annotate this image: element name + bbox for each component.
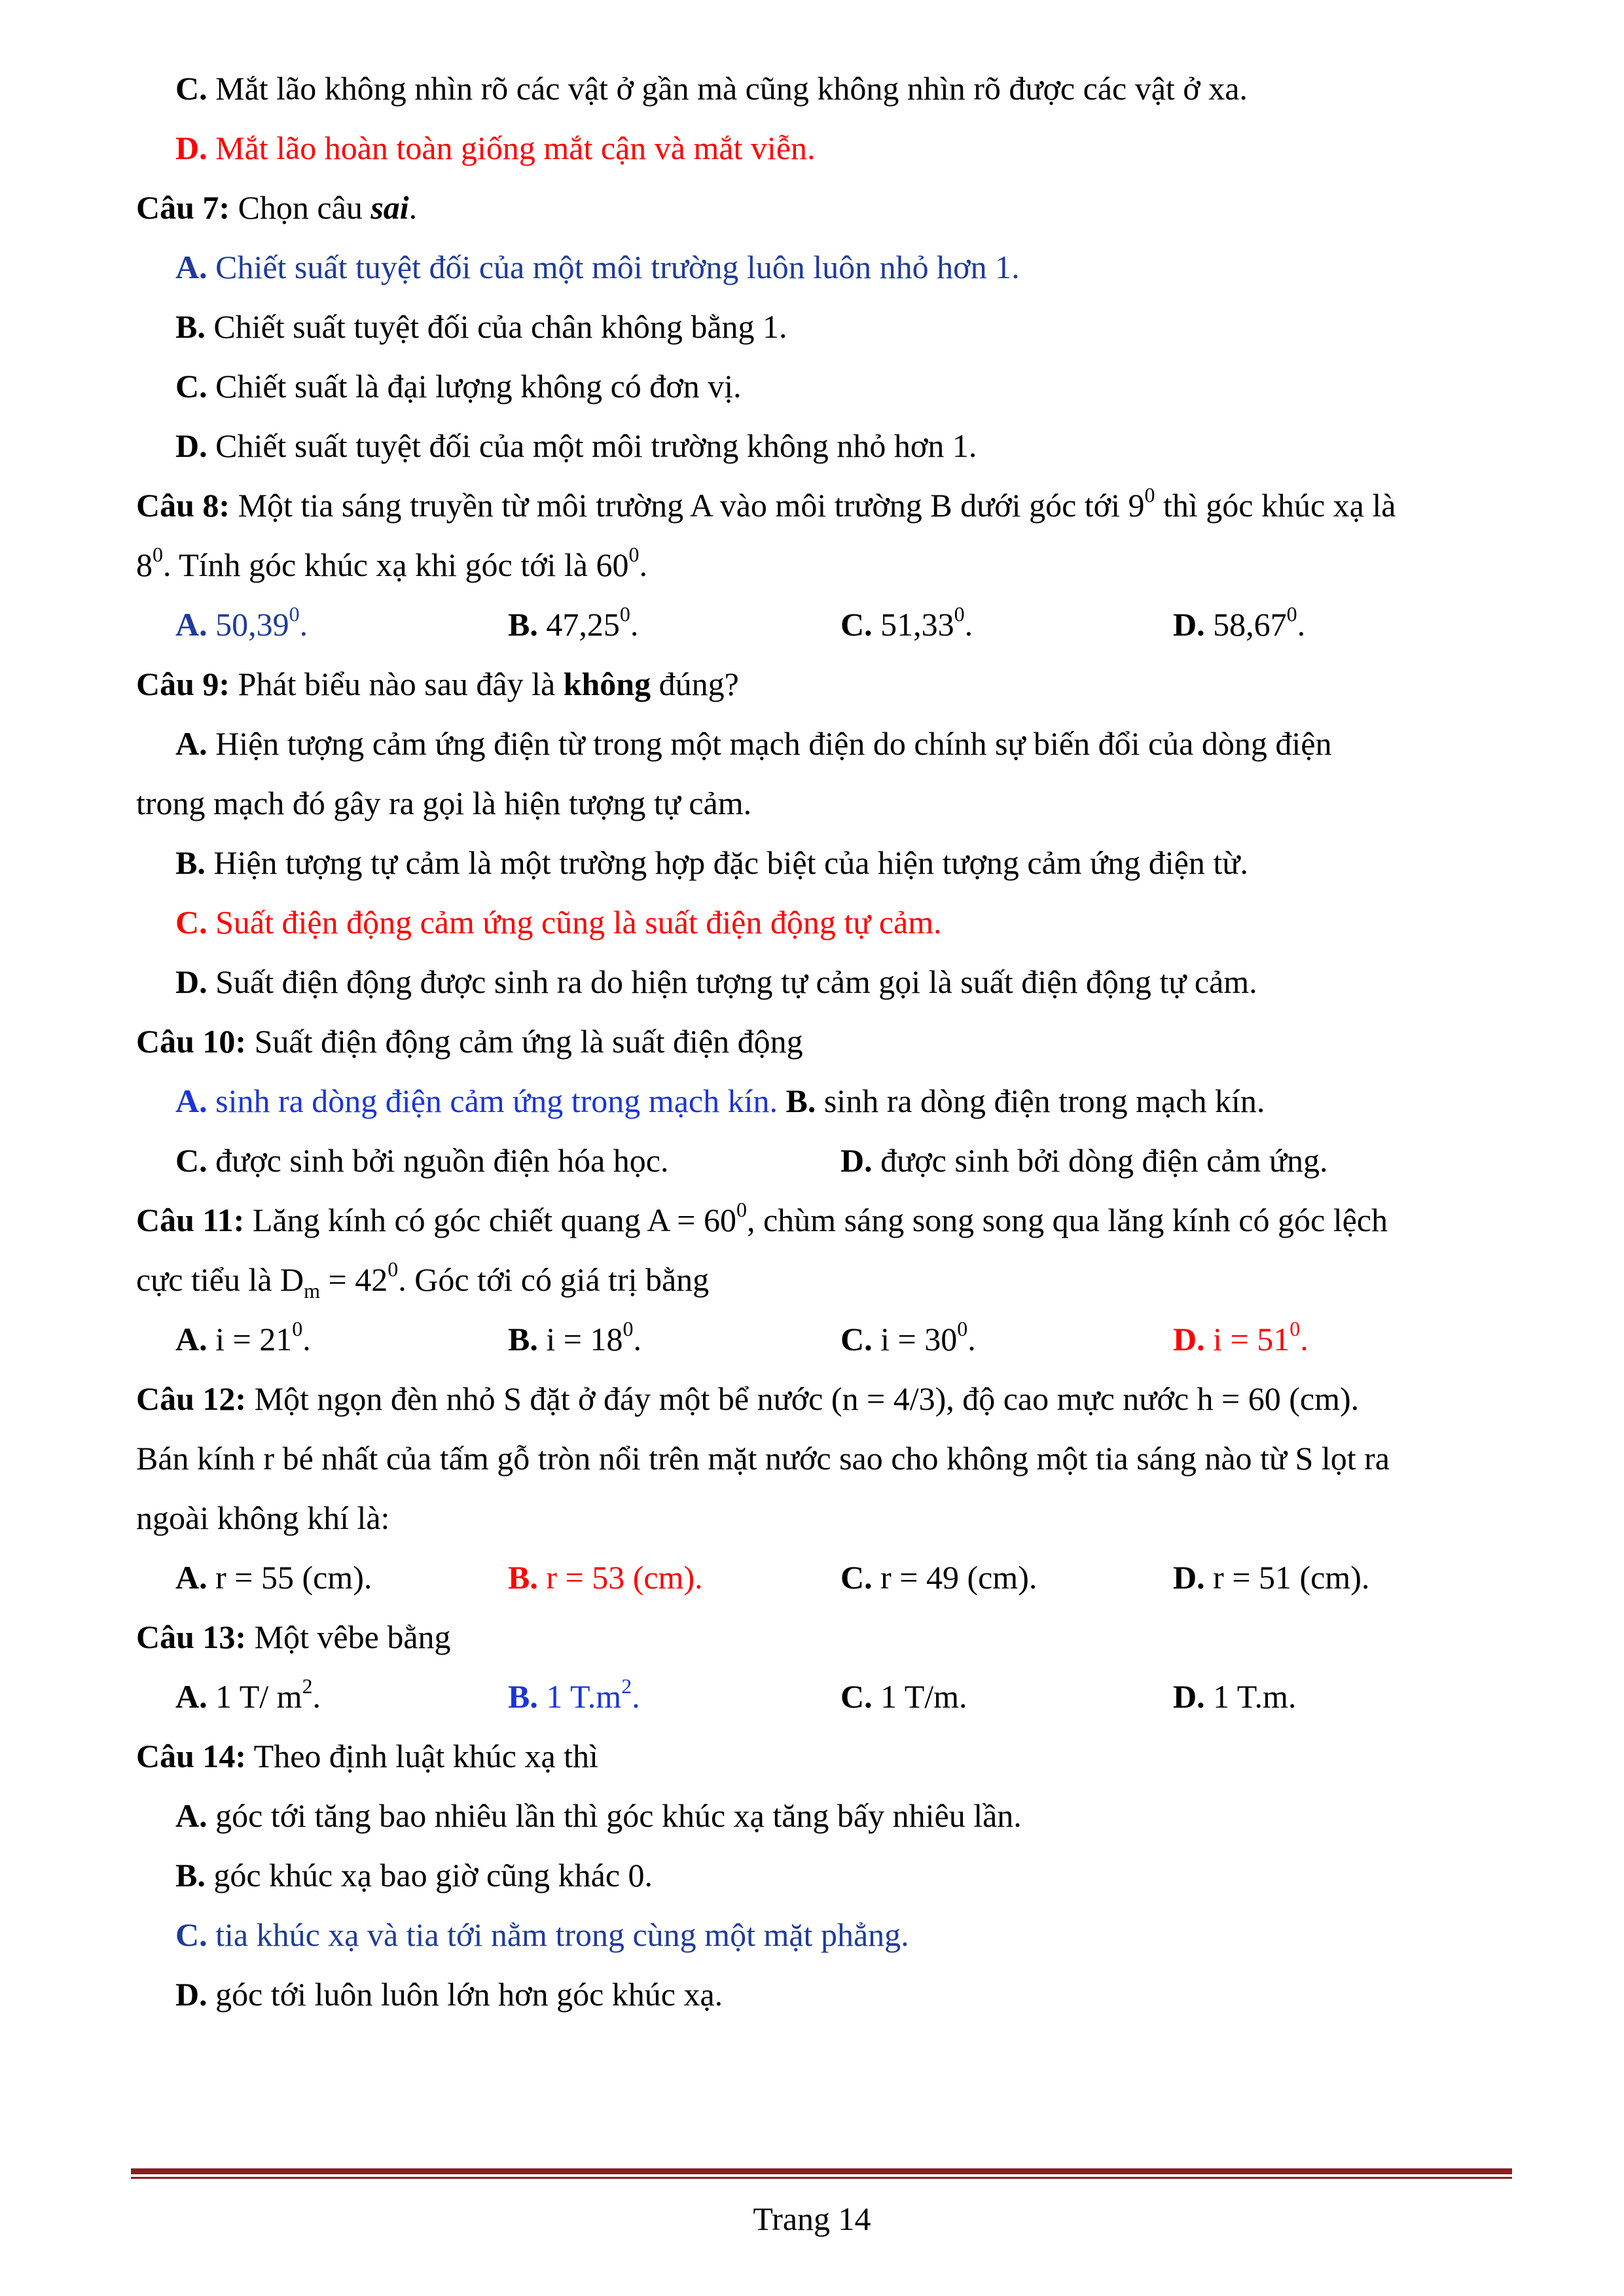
q14-option-d: D. góc tới luôn luôn lớn hơn góc khúc xạ. bbox=[175, 1976, 723, 2013]
q13-option-b: B. 1 $T.m^2$. bbox=[508, 1674, 640, 1715]
q6-option-c: C. Mắt lão không nhìn rõ các vật ở gần mà cũng không nhìn rõ được các vật ở xa. bbox=[175, 70, 1248, 107]
q7-option-c: C. Chiết suất là đại lượng không có đơn vị. bbox=[175, 368, 742, 404]
q11-stem: Câu 11: Lăng kính có góc chiết quang $A = 60^0$, chùm sáng song song qua lăng kính có góc lệch bbox=[136, 1198, 1388, 1238]
q11-option-a: A. $i = 21^0$. bbox=[175, 1317, 311, 1357]
q9-option-a: A. Hiện tượng cảm ứng điện từ trong một mạch điện do chính sự biến đổi của dòng điện bbox=[175, 725, 1332, 762]
q10-options-ab bbox=[0, 1071, 1624, 1131]
q8-option-c: C. 51,33$^0$. bbox=[840, 602, 973, 643]
q9-option-a-continued: trong mạch đó gây ra gọi là hiện tượng tự cảm. bbox=[136, 785, 752, 821]
q11-option-d: D. $i = 51^0$. bbox=[1173, 1317, 1308, 1357]
q8-option-d: D. 58,67$^0$. bbox=[1173, 602, 1306, 643]
q10-option-d: D. được sinh bởi dòng điện cảm ứng. bbox=[840, 1142, 1328, 1179]
footer-rule-thin bbox=[131, 2177, 1512, 2179]
q14-stem: Câu 14: Theo định luật khúc xạ thì bbox=[136, 1738, 598, 1774]
page-content bbox=[0, 59, 1624, 2024]
q11-options bbox=[0, 1310, 1624, 1369]
q12-options bbox=[0, 1548, 1624, 1607]
q11-option-b: B. $i = 18^0$. bbox=[508, 1317, 641, 1357]
q8-stem-continued: $8^0$. Tính góc khúc xạ khi góc tới là $60^0$. bbox=[136, 543, 647, 583]
q7-option-a: A. Chiết suất tuyệt đối của một môi trường luôn luôn nhỏ hơn 1. bbox=[175, 249, 1020, 285]
q8-stem: Câu 8: Một tia sáng truyền từ môi trường A vào môi trường B dưới góc tới $9^0$ thì góc khúc xạ là bbox=[136, 483, 1396, 524]
q9-stem: Câu 9: Phát biểu nào sau đây là không đúng? bbox=[136, 666, 739, 702]
q12-stem: Câu 12: Một ngọn đèn nhỏ S đặt ở đáy một bể nước (n = 4/3), độ cao mực nước h = 60 (cm). bbox=[136, 1380, 1360, 1417]
q9-option-d: D. Suất điện động được sinh ra do hiện tượng tự cảm gọi là suất điện động tự cảm. bbox=[175, 963, 1257, 1000]
q13-option-c: C. 1 T/m. bbox=[840, 1678, 967, 1715]
q7-stem: Câu 7: Chọn câu sai. bbox=[136, 189, 418, 226]
q13-option-d: D. 1 T.m. bbox=[1173, 1678, 1297, 1715]
q12-stem-line3: ngoài không khí là: bbox=[136, 1499, 390, 1536]
q10-option-a: A. sinh ra dòng điện cảm ứng trong mạch kín. bbox=[175, 1083, 778, 1119]
q11-option-c: C. $i = 30^0$. bbox=[840, 1317, 976, 1357]
q8-option-a: A. 50,39$^0$. bbox=[175, 602, 308, 643]
q12-stem-line2: Bán kính r bé nhất của tấm gỗ tròn nổi trên mặt nước sao cho không một tia sáng nào từ S lọt ra bbox=[136, 1440, 1390, 1477]
q7-option-b: B. Chiết suất tuyệt đối của chân không bằng 1. bbox=[175, 308, 787, 345]
q14-option-a: A. góc tới tăng bao nhiêu lần thì góc khúc xạ tăng bấy nhiêu lần. bbox=[175, 1797, 1022, 1834]
q13-option-a: A. 1 T/ $m^2$. bbox=[175, 1674, 321, 1715]
q6-option-d: D. Mắt lão hoàn toàn giống mắt cận và mắt viễn. bbox=[175, 130, 816, 166]
q9-option-c: C. Suất điện động cảm ứng cũng là suất điện động tự cảm. bbox=[175, 904, 942, 941]
q7-option-d: D. Chiết suất tuyệt đối của một môi trường không nhỏ hơn 1. bbox=[175, 427, 977, 464]
q9-option-b: B. Hiện tượng tự cảm là một trường hợp đặc biệt của hiện tượng cảm ứng điện từ. bbox=[175, 844, 1248, 881]
q13-options bbox=[0, 1667, 1624, 1727]
footer-rule-thick bbox=[131, 2168, 1512, 2174]
q13-stem: Câu 13: Một vêbe bằng bbox=[136, 1619, 451, 1655]
q12-option-c: C. r = 49 (cm). bbox=[840, 1559, 1038, 1596]
q14-option-b: B. góc khúc xạ bao giờ cũng khác 0. bbox=[175, 1857, 653, 1893]
q12-option-b: B. r = 53 (cm). bbox=[508, 1559, 703, 1596]
q11-stem-continued: cực tiểu là $D_m = 42^0$. Góc tới có giá trị bằng bbox=[136, 1257, 710, 1302]
q10-option-b: B. sinh ra dòng điện trong mạch kín. bbox=[785, 1083, 1265, 1119]
q8-options bbox=[0, 595, 1624, 655]
q12-option-a: A. r = 55 (cm). bbox=[175, 1559, 372, 1596]
q12-option-d: D. r = 51 (cm). bbox=[1173, 1559, 1370, 1596]
q10-options-cd bbox=[0, 1131, 1624, 1191]
q10-stem: Câu 10: Suất điện động cảm ứng là suất điện động bbox=[136, 1023, 803, 1060]
q8-option-b: B. 47,25$^0$. bbox=[508, 602, 639, 643]
page-number: Trang 14 bbox=[753, 2200, 871, 2237]
q10-option-c: C. được sinh bởi nguồn điện hóa học. bbox=[175, 1142, 669, 1179]
q14-option-c: C. tia khúc xạ và tia tới nằm trong cùng một mặt phẳng. bbox=[175, 1916, 909, 1953]
